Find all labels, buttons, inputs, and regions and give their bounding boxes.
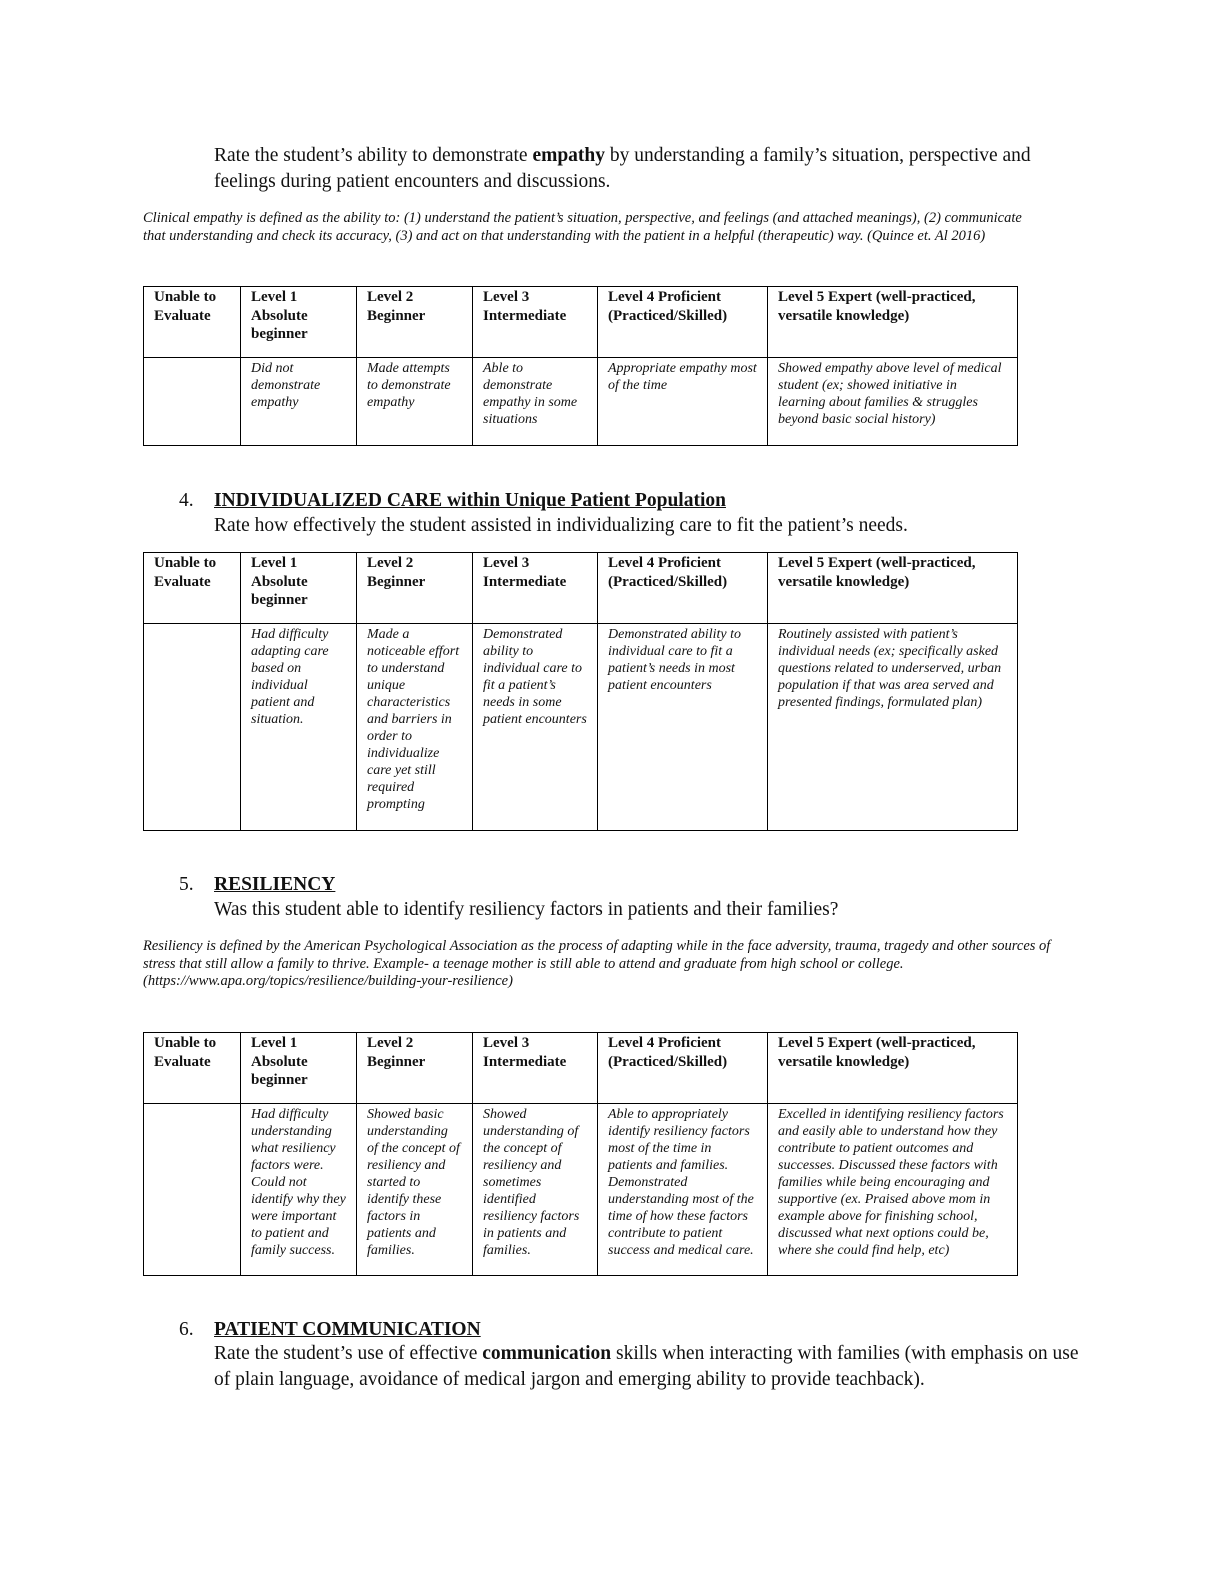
rating-cell-level-5[interactable]: Showed empathy above level of medical student (ex; showed initiative in learning about families & struggles beyond basic social history) bbox=[768, 358, 1018, 446]
header-level-1: Level 1 Absolute beginner bbox=[241, 287, 357, 358]
section-subtitle: Was this student able to identify resiliency factors in patients and their families? bbox=[214, 899, 839, 920]
header-level-5: Level 5 Expert (well-practiced, versatile knowledge) bbox=[768, 287, 1018, 358]
rating-cell-level-3[interactable]: Demonstrated ability to individual care to fit a patient’s needs in some patient encounters bbox=[473, 624, 598, 831]
section-5-heading bbox=[179, 872, 1079, 924]
rating-cell-level-4[interactable]: Appropriate empathy most of the time bbox=[598, 358, 768, 446]
rating-cell-level-1[interactable]: Had difficulty understanding what resiliency factors were. Could not identify why they were important to patient and family success. bbox=[241, 1104, 357, 1276]
section-title: INDIVIDUALIZED CARE within Unique Patient Population bbox=[214, 490, 726, 511]
table-row bbox=[144, 1104, 1018, 1276]
section-number: 4. bbox=[179, 490, 194, 511]
rating-cell-level-3[interactable]: Showed understanding of the concept of resiliency and sometimes identified resiliency factors in patients and families. bbox=[473, 1104, 598, 1276]
section-number: 6. bbox=[179, 1319, 194, 1340]
individualized-care-rubric-table bbox=[143, 552, 1018, 831]
rating-cell-level-4[interactable]: Demonstrated ability to individual care to fit a patient’s needs in most patient encounters bbox=[598, 624, 768, 831]
empathy-instruction-text-end: by understanding a family’s situation, perspective and feelings during patient encounters and discussions. bbox=[214, 145, 1031, 192]
section-4-heading bbox=[179, 488, 1079, 540]
rating-cell-level-2[interactable]: Showed basic understanding of the concept of resiliency and started to identify these factors in patients and families. bbox=[357, 1104, 473, 1276]
rating-cell-level-1[interactable]: Did not demonstrate empathy bbox=[241, 358, 357, 446]
rating-cell-level-2[interactable]: Made a noticeable effort to understand unique characteristics and barriers in order to individualize care yet still required prompting bbox=[357, 624, 473, 831]
communication-instruction-text: Rate the student’s use of effective bbox=[214, 1343, 483, 1364]
header-level-4: Level 4 Proficient (Practiced/Skilled) bbox=[598, 287, 768, 358]
header-level-2: Level 2 Beginner bbox=[357, 1033, 473, 1104]
rating-cell-unable[interactable] bbox=[144, 1104, 241, 1276]
table-header-row bbox=[144, 1033, 1018, 1104]
rating-cell-level-5[interactable]: Routinely assisted with patient’s individual needs (ex; specifically asked questions related to underserved, urban population if that was area served and presented findings, formulated plan) bbox=[768, 624, 1018, 831]
empathy-keyword: empathy bbox=[532, 145, 606, 166]
header-level-2: Level 2 Beginner bbox=[357, 553, 473, 624]
resiliency-rubric-table bbox=[143, 1032, 1018, 1276]
section-number: 5. bbox=[179, 874, 194, 895]
header-level-1: Level 1 Absolute beginner bbox=[241, 1033, 357, 1104]
communication-keyword: communication bbox=[482, 1343, 612, 1364]
header-level-3: Level 3 Intermediate bbox=[473, 1033, 598, 1104]
header-unable: Unable to Evaluate bbox=[144, 287, 241, 358]
section-subtitle: Rate how effectively the student assisted in individualizing care to fit the patient’s needs. bbox=[214, 515, 908, 536]
table-header-row bbox=[144, 287, 1018, 358]
header-level-4: Level 4 Proficient (Practiced/Skilled) bbox=[598, 553, 768, 624]
header-level-5: Level 5 Expert (well-practiced, versatile knowledge) bbox=[768, 553, 1018, 624]
rating-cell-level-4[interactable]: Able to appropriately identify resiliency factors most of the time in patients and families. Demonstrated understanding most of the time of how these factors contribute to patient success and medical care. bbox=[598, 1104, 768, 1276]
communication-instruction bbox=[214, 1341, 1084, 1393]
communication-instruction-text-end: skills when interacting with families (with emphasis on use of plain language, avoidance of medical jargon and emerging ability to provide teachback). bbox=[214, 1343, 1079, 1390]
empathy-instruction-text: Rate the student’s ability to demonstrate bbox=[214, 145, 533, 166]
header-level-3: Level 3 Intermediate bbox=[473, 553, 598, 624]
rating-cell-level-3[interactable]: Able to demonstrate empathy in some situations bbox=[473, 358, 598, 446]
section-title: RESILIENCY bbox=[214, 874, 336, 895]
header-level-4: Level 4 Proficient (Practiced/Skilled) bbox=[598, 1033, 768, 1104]
resiliency-definition: Resiliency is defined by the American Psychological Association as the process of adapting while in the face adversity, trauma, tragedy and other sources of stress that still allow a family to thrive. Example- a teenage mother is still able to attend and graduate from high school or college. (https://www.apa.org/topics/resilience/building-your-resilience) bbox=[143, 938, 1051, 989]
header-unable: Unable to Evaluate bbox=[144, 553, 241, 624]
header-level-3: Level 3 Intermediate bbox=[473, 287, 598, 358]
section-6-heading bbox=[179, 1317, 1079, 1342]
table-row bbox=[144, 624, 1018, 831]
empathy-rubric-table bbox=[143, 286, 1018, 446]
empathy-definition: Clinical empathy is defined as the ability to: (1) understand the patient’s situation, perspective, and feelings (and attached meanings), (2) communicate that understanding and check its accuracy, (3) and act on that understanding with the patient in a helpful (therapeutic) way. (Quince et. Al 2016) bbox=[143, 210, 1022, 244]
header-level-2: Level 2 Beginner bbox=[357, 287, 473, 358]
rating-cell-level-1[interactable]: Had difficulty adapting care based on individual patient and situation. bbox=[241, 624, 357, 831]
empathy-instruction bbox=[214, 143, 1064, 195]
header-unable: Unable to Evaluate bbox=[144, 1033, 241, 1104]
table-header-row bbox=[144, 553, 1018, 624]
rating-cell-unable[interactable] bbox=[144, 358, 241, 446]
header-level-5: Level 5 Expert (well-practiced, versatile knowledge) bbox=[768, 1033, 1018, 1104]
table-row bbox=[144, 358, 1018, 446]
section-title: PATIENT COMMUNICATION bbox=[214, 1319, 481, 1340]
rating-cell-unable[interactable] bbox=[144, 624, 241, 831]
rating-cell-level-5[interactable]: Excelled in identifying resiliency factors and easily able to understand how they contribute to patient outcomes and successes. Discussed these factors with families while being encouraging and supportive (ex. Praised above mom in example above for finishing school, discussed what next options could be, where she could find help, etc) bbox=[768, 1104, 1018, 1276]
rating-cell-level-2[interactable]: Made attempts to demonstrate empathy bbox=[357, 358, 473, 446]
header-level-1: Level 1 Absolute beginner bbox=[241, 553, 357, 624]
